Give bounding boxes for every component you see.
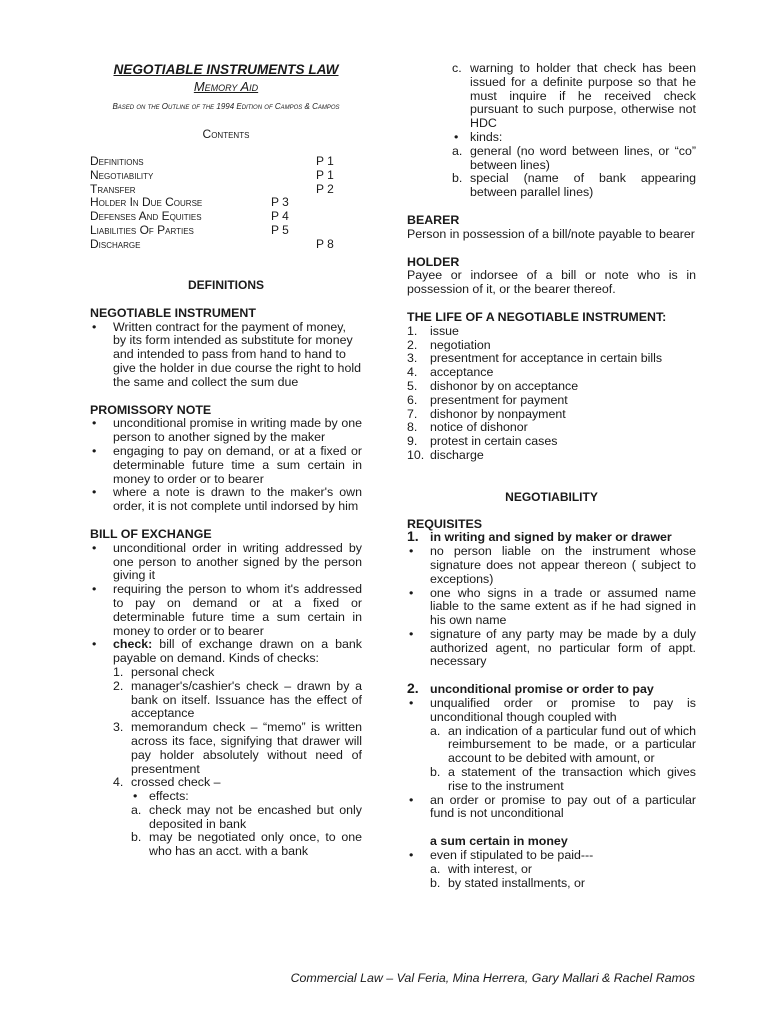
holder-title: HOLDER <box>407 254 460 269</box>
item-letter: c. <box>452 61 462 75</box>
list-item: • unconditional promise in writing made by one person to another signed by the maker <box>90 417 362 445</box>
list-item: • requiring the person to whom it's addressed to pay on demand or at a fixed or determinable future time a sum certain in money to order or to bearer <box>90 583 362 638</box>
item-text: acceptance <box>430 365 494 380</box>
list-item <box>113 776 362 859</box>
contents-heading: Contents <box>202 127 250 141</box>
toc-page: P 1 <box>316 154 334 168</box>
item-text: manager's/cashier's check – drawn by a bank on itself. Issuance has the effect of acceptance <box>131 678 362 721</box>
left-column <box>90 279 362 859</box>
toc-page: P 8 <box>316 236 334 251</box>
promissory-note-title: PROMISSORY NOTE <box>90 402 212 417</box>
check-text: bill of exchange drawn on a bank payable on demand. Kinds of checks: <box>113 637 362 666</box>
list-item <box>113 721 362 776</box>
promissory-note-list <box>90 417 362 514</box>
negotiability-heading: NEGOTIABILITY <box>505 489 598 504</box>
crossed-check-effects <box>131 790 362 859</box>
item-text: may be negotiated only once, to one who has an acct. with a bank <box>149 830 362 859</box>
toc-label: Defenses And Equities <box>90 209 202 224</box>
requisite-1 <box>407 528 696 545</box>
item-letter: b. <box>430 875 441 890</box>
requisite-number: 2. <box>407 680 419 697</box>
document-title: NEGOTIABLE INSTRUMENTS LAW <box>113 62 339 77</box>
requisite-1-list <box>407 545 696 669</box>
list-item <box>407 849 696 890</box>
item-text: an indication of a particular fund out of which reimbursement to be made, or a particular account to be debited with amount, or <box>448 723 696 766</box>
list-item <box>407 697 696 794</box>
right-column <box>407 62 696 890</box>
toc-page: P 3 <box>271 195 289 210</box>
item-text: warning to holder that check has been issued for a definite purpose so that he must inquire if he received check pursuant to such purpose, otherwise not HDC <box>470 61 696 131</box>
item-number: 10. <box>407 447 425 462</box>
requisite-2 <box>407 680 696 697</box>
item-number: 4. <box>113 775 124 790</box>
list-item <box>407 339 696 353</box>
item-text: by stated installments, or <box>448 875 586 890</box>
item-number: 9. <box>407 434 418 449</box>
toc-label: Discharge <box>90 236 141 251</box>
item-letter: a. <box>430 723 441 738</box>
toc-entry <box>90 168 362 182</box>
item-number: 6. <box>407 392 418 407</box>
holder-text: Payee or indorsee of a bill or note who is in possession of it, or the bearer thereof. <box>407 268 696 297</box>
item-text: general (no word between lines, or “co” between lines) <box>470 143 696 172</box>
item-text: notice of dishonor <box>430 420 528 435</box>
kinds-label: • kinds: <box>452 131 696 145</box>
item-text: negotiation <box>430 337 491 352</box>
page-footer: Commercial Law – Val Feria, Mina Herrera, Gary Mallari & Rachel Ramos <box>290 971 695 985</box>
list-item <box>452 172 696 200</box>
item-text: crossed check – <box>131 775 221 790</box>
negotiable-instrument-title: NEGOTIABLE INSTRUMENT <box>90 305 256 320</box>
list-item <box>430 877 696 891</box>
bill-of-exchange-title: BILL OF EXCHANGE <box>90 526 212 541</box>
list-item <box>407 380 696 394</box>
item-text: even if stipulated to be paid--- <box>430 848 594 863</box>
requisite-2-sub-list <box>430 725 696 794</box>
item-text: special (name of bank appearing between parallel lines) <box>470 171 696 200</box>
list-item <box>407 408 696 422</box>
item-text: protest in certain cases <box>430 434 558 449</box>
toc-entry <box>90 154 362 168</box>
item-text: a statement of the transaction which gives rise to the instrument <box>448 765 696 793</box>
item-letter: b. <box>452 171 463 186</box>
item-number: 2. <box>407 337 418 352</box>
toc-entry <box>90 182 362 196</box>
document-subtitle: Memory Aid <box>193 79 259 94</box>
effects-label: • effects: <box>131 790 362 804</box>
item-text: memorandum check – “memo” is written across its face, signifying that drawer will pay holder absolutely without need of presentment <box>131 720 362 776</box>
item-number: 7. <box>407 406 418 421</box>
requisite-2-list <box>407 697 696 821</box>
item-letter: b. <box>430 765 441 780</box>
list-item: • engaging to pay on demand, or at a fixed or determinable future time a sum certain in money to order or to bearer <box>90 445 362 486</box>
list-item <box>430 725 696 766</box>
item-text: discharge <box>430 447 484 462</box>
list-item <box>131 804 362 832</box>
item-text: personal check <box>131 664 215 679</box>
item-text: dishonor by on acceptance <box>430 378 579 393</box>
list-item <box>407 449 696 463</box>
list-item: • signature of any party may be made by a duly authorized agent, no particular form of appt. necessary <box>407 628 696 669</box>
item-text: presentment for acceptance in certain bills <box>430 351 663 366</box>
check-kinds-list <box>113 666 362 859</box>
list-item <box>131 831 362 859</box>
item-number: 5. <box>407 378 418 393</box>
bearer-title: BEARER <box>407 212 460 227</box>
item-letter: a. <box>430 861 441 876</box>
life-title: THE LIFE OF A NEGOTIABLE INSTRUMENT: <box>407 309 667 324</box>
toc-label: Liabilities Of Parties <box>90 222 194 237</box>
list-item: • unconditional order in writing addressed by one person to another signed by the person giving it <box>90 542 362 583</box>
based-on-note: Based on the Outline of the 1994 Edition of Campos & Campos <box>112 102 340 111</box>
requisite-text: in writing and signed by maker or drawer <box>430 530 672 545</box>
toc-entry <box>90 237 362 251</box>
item-number: 4. <box>407 365 418 380</box>
list-item <box>407 435 696 449</box>
item-number: 1. <box>407 323 418 338</box>
toc-label: Negotiability <box>90 167 154 182</box>
list-item: • no person liable on the instrument whose signature does not appear thereon ( subject to exceptions) <box>407 545 696 586</box>
life-list <box>407 325 696 463</box>
toc-entry <box>90 223 362 237</box>
toc-label: Definitions <box>90 154 144 168</box>
list-item: • where a note is drawn to the maker's own order, it is not complete until indorsed by him <box>90 486 362 514</box>
toc-page: P 1 <box>316 167 334 182</box>
item-text: presentment for payment <box>430 392 568 407</box>
requisite-number: 1. <box>407 528 419 545</box>
table-of-contents <box>90 154 362 251</box>
toc-page: P 2 <box>316 181 334 196</box>
list-item: • Written contract for the payment of money, by its form intended as substitute for money and intended to pass from hand to hand to give the holder in due course the right to hold the same and collect the sum due <box>90 321 362 390</box>
item-text: with interest, or <box>448 861 533 876</box>
crossed-check-continued <box>407 62 696 200</box>
item-text: unqualified order or promise to pay is unconditional though coupled with <box>430 696 696 724</box>
list-item <box>407 394 696 408</box>
toc-label: Transfer <box>90 181 136 196</box>
toc-page: P 5 <box>271 222 289 237</box>
toc-page: P 4 <box>271 209 289 224</box>
list-item <box>407 325 696 339</box>
definitions-heading: DEFINITIONS <box>187 278 264 292</box>
bill-of-exchange-list <box>90 542 362 859</box>
check-label: check: <box>113 637 153 652</box>
item-text: check may not be encashed but only deposited in bank <box>149 802 362 831</box>
list-item: • an order or promise to pay out of a particular fund is not unconditional <box>407 794 696 822</box>
list-item <box>407 366 696 380</box>
item-number: 3. <box>407 351 418 366</box>
check-definition <box>90 638 362 859</box>
list-item <box>430 766 696 794</box>
sum-certain-sub-list <box>430 863 696 891</box>
requisite-text: unconditional promise or order to pay <box>430 682 654 697</box>
item-number: 8. <box>407 420 418 435</box>
bearer-text: Person in possession of a bill/note payable to bearer <box>407 226 695 241</box>
list-item <box>113 680 362 721</box>
negotiable-instrument-list <box>90 321 362 390</box>
list-item: • one who signs in a trade or assumed name liable to the same extent as if he had signed in his own name <box>407 587 696 628</box>
list-item <box>430 863 696 877</box>
item-text: issue <box>430 323 459 338</box>
list-item <box>452 62 696 131</box>
list-item <box>113 666 362 680</box>
toc-entry <box>90 195 362 209</box>
item-text: dishonor by nonpayment <box>430 406 566 421</box>
item-letter: a. <box>131 802 142 817</box>
toc-entry <box>90 209 362 223</box>
sum-certain-list <box>407 849 696 890</box>
requisites-title: REQUISITES <box>407 516 483 531</box>
item-number: 1. <box>113 664 124 679</box>
list-item <box>452 145 696 173</box>
sum-certain-title: a sum certain in money <box>430 834 568 849</box>
list-item <box>407 352 696 366</box>
item-letter: a. <box>452 143 463 158</box>
toc-label: Holder In Due Course <box>90 195 203 210</box>
item-number: 2. <box>113 678 124 693</box>
item-number: 3. <box>113 720 124 735</box>
item-letter: b. <box>131 830 142 845</box>
list-item <box>407 421 696 435</box>
